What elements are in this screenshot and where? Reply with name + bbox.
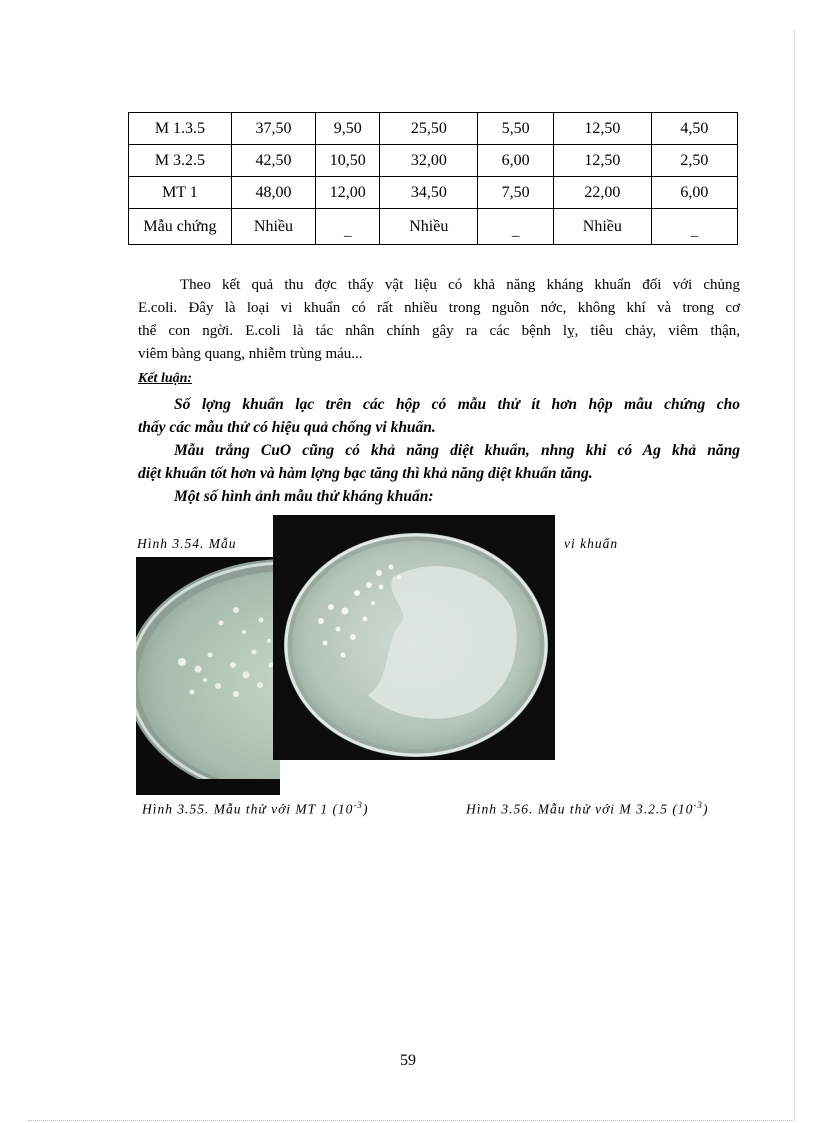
page-border-bottom [28,1120,794,1121]
caption-exponent: -3 [693,800,703,810]
table-cell: 6,00 [651,177,737,209]
figure-caption-354-end: vi khuẩn [564,536,619,551]
table-cell: 12,00 [316,177,380,209]
caption-text: Hình 3.55. Mẫu thử với MT 1 (10 [142,801,354,817]
table-row [129,113,738,145]
table-cell: 34,50 [380,177,478,209]
table-cell: Nhiều [231,209,315,245]
table-cell: 10,50 [316,145,380,177]
caption-text-end: ) [702,801,709,817]
table-cell: Nhiều [380,209,478,245]
table-cell: 12,50 [554,113,652,145]
table-row [129,177,738,209]
conclusion-line: thấy các mẫu thử có hiệu quả chống vi khuẩn. [138,419,436,436]
caption-exponent: -3 [353,800,363,810]
body-paragraph [138,274,740,366]
page-number: 59 [400,1052,416,1069]
table-cell: 22,00 [554,177,652,209]
conclusion-line: Mẫu trắng CuO cũng có khả năng diệt khuẩn, nhng khi có Ag khả năng [174,442,740,459]
petri-dish-photo-m325 [273,515,555,760]
caption-text: Hình 3.56. Mẫu thử với M 3.2.5 (10 [466,801,694,817]
table-cell: 7,50 [478,177,554,209]
table-cell: 42,50 [231,145,315,177]
caption-text-end: ) [362,801,369,817]
page-border-right [794,30,795,1120]
conclusion-line: Một số hình ảnh mẫu thử kháng khuẩn: [174,488,434,505]
table-cell: M 3.2.5 [129,145,232,177]
figure-caption-355 [142,800,368,818]
conclusion-line: diệt khuẩn tốt hơn và hàm lợng bạc tăng thì khả năng diệt khuẩn tăng. [138,465,593,482]
conclusion-line: Số lợng khuẩn lạc trên các hộp có mẫu thử ít hơn hộp mẫu chứng cho [174,396,740,413]
table-cell: Nhiều [554,209,652,245]
table-cell: 48,00 [231,177,315,209]
table-cell: M 1.3.5 [129,113,232,145]
table-cell: 25,50 [380,113,478,145]
figure-caption-354: Hình 3.54. Mẫu [137,536,237,551]
table-cell: 12,50 [554,145,652,177]
paragraph-line: viêm bàng quang, nhiễm trùng máu... [138,346,363,362]
table-cell: _ [478,209,554,245]
table-cell: 9,50 [316,113,380,145]
results-table [128,112,738,245]
table-row [129,145,738,177]
table-cell: 4,50 [651,113,737,145]
table-cell: 32,00 [380,145,478,177]
figure-caption-356 [466,800,708,818]
paragraph-line: E.coli. Đây là loại vi khuẩn có rất nhiều trong nguồn nớc, không khí và trong cơ [138,300,740,316]
table-row [129,209,738,245]
table-cell: 6,00 [478,145,554,177]
table-cell: Mẫu chứng [129,209,232,245]
table-cell: MT 1 [129,177,232,209]
table-cell: _ [316,209,380,245]
table-cell: 5,50 [478,113,554,145]
paragraph-line: thể con ngời. E.coli là tác nhân chính gây ra các bệnh lỵ, tiêu chảy, viêm thận, [138,323,740,339]
conclusion-text [138,393,740,508]
table-cell: 2,50 [651,145,737,177]
conclusion-heading: Kết luận: [138,371,193,386]
petri-dish-photo-mt1 [136,557,280,795]
table-cell: _ [651,209,737,245]
table-cell: 37,50 [231,113,315,145]
paragraph-line: Theo kết quả thu đợc thấy vật liệu có khả năng kháng khuẩn đối với chủng [180,277,740,293]
